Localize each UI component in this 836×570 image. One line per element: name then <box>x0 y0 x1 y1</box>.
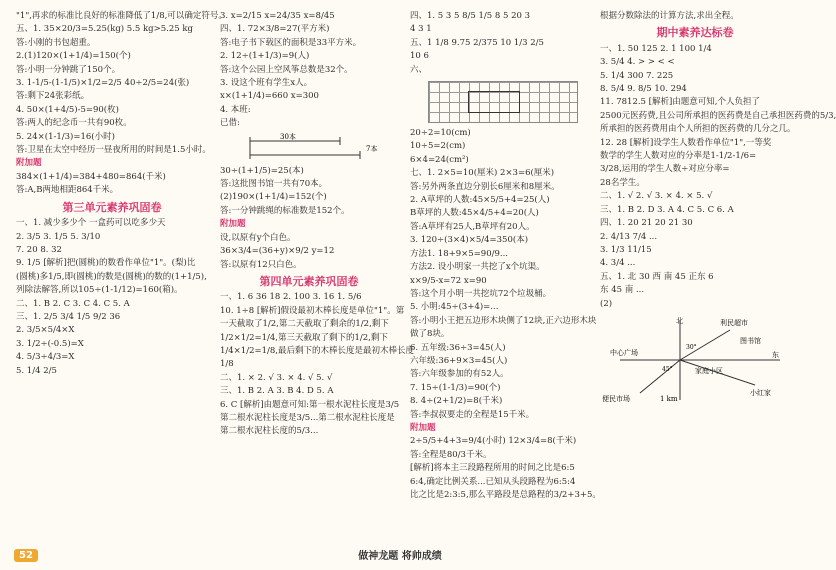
answer-line: 答:六年级参加的有52人。 <box>410 369 509 380</box>
line-segment-diagram <box>220 133 398 163</box>
answer-line: 答:卫星在太空中经历一昼夜所用的时间是1.5小时。 <box>16 145 211 156</box>
bonus-label: 附加题 <box>16 158 42 169</box>
answer-line: 7. 20 8. 32 <box>16 244 62 255</box>
answer-line: 方法1. 18+9×5=90/9... <box>410 248 509 259</box>
answer-line: 2. 4/13 7/4 ... <box>600 231 658 242</box>
direction-map <box>600 315 790 405</box>
answer-line: 9. 1/5 [解析]把(圆桃)的数看作单位"1"。(梨)比 <box>16 258 196 269</box>
answer-line: 4. 3/4 ... <box>600 258 636 269</box>
answer-line: 4. 50×(1+4/5)-5=90(枚) <box>16 104 119 115</box>
answer-line: 答:这个月小明一共挖坑72个垃圾桶。 <box>410 288 552 299</box>
map-label-market: 便民市场 <box>602 394 630 403</box>
answer-line: 设,以原有y个白色。 <box>220 232 296 243</box>
answer-line: 4. 本班: <box>220 104 251 115</box>
answer-line: 3. 5/4 4. > > < < <box>600 57 675 68</box>
answer-line: 20÷2=10(cm) <box>410 128 471 139</box>
column-2 <box>220 10 414 530</box>
answer-line: 2.(1)120×(1+1/4)=150(个) <box>16 51 131 62</box>
answer-line: x×(1+1/4)=660 x=300 <box>220 91 319 102</box>
column-1 <box>16 10 227 530</box>
answer-line: 5. 1/4 2/5 <box>16 365 57 376</box>
map-north-label: 北 <box>676 316 683 325</box>
answer-line: 六、 <box>410 64 428 75</box>
answer-line: 答:这个公园上空风筝总数是32个。 <box>220 64 353 75</box>
answer-line: 36×3/4=(36+y)×9/2 y=12 <box>220 246 335 257</box>
column-4 <box>600 10 836 530</box>
answer-line: 2. 3/5×5/4×X <box>16 325 75 336</box>
answer-line: 一、1. 50 125 2. 1 100 1/4 <box>600 43 712 54</box>
map-label-community: 家庭小区 <box>695 366 723 375</box>
answer-line: 2÷5/5+4+3=9/4(小时) 12×3/4=8(千米) <box>410 436 577 447</box>
grid-figure <box>410 79 590 125</box>
answer-line: 5. 24×(1-1/3)=16(小时) <box>16 131 115 142</box>
answer-line: 答:一分钟跳绳的标准数是152个。 <box>220 205 350 216</box>
answer-line: 答:两人的纪念币一共有90枚。 <box>16 118 132 129</box>
answer-line: 2500元医药费,且公司所承担的医药费是自己承担医药费的5/3, <box>600 110 836 121</box>
answer-line: 5. 1/4 300 7. 225 <box>600 70 674 81</box>
answer-line: 8. 4÷(2+1/2)=8(千米) <box>410 396 503 407</box>
answer-line: 3. 设这个班有学生x人。 <box>220 78 313 89</box>
answer-line: 三、1. 2/5 3/4 1/5 9/2 36 <box>16 311 121 322</box>
map-label-center: 中心广场 <box>610 348 638 357</box>
answer-line: 3. 120÷(3×4)×5/4=350(本) <box>410 235 529 246</box>
answer-line: 10 6 <box>410 51 429 62</box>
map-label-home: 小红家 <box>750 388 771 397</box>
answer-line: 3. 1-1/5-(1-1/5)×1/2=2/5 40÷2/5=24(张) <box>16 78 190 89</box>
section-title: 期中素养达标卷 <box>656 26 734 40</box>
map-angle-b: 45° <box>662 365 673 373</box>
answer-line: B草坪的人数:45×4/5+4=20(人) <box>410 208 539 219</box>
answer-line: 10÷5=2(cm) <box>410 141 466 152</box>
answer-line: 6. 五年级:36÷3=45(人) <box>410 342 506 353</box>
map-east-label: 东 <box>772 350 779 359</box>
answer-line: 答:电子书下载区的面积是33平方米。 <box>220 37 362 48</box>
answer-line: 七、1. 2×5=10(厘米) 2×3=6(厘米) <box>410 168 555 179</box>
answer-line: 答:小明一分钟跳了150个。 <box>16 64 121 75</box>
answer-line: 三、1. B 2. D 3. A 4. C 5. C 6. A <box>600 204 734 215</box>
answer-line: 答:小明小王把五边形木块侧了12块,正六边形木块 <box>410 315 597 326</box>
answer-line: 第二根水泥柱长度的5/3... <box>220 426 319 437</box>
answer-line: "1",再求的标准比良好的标准降低了1/8,可以确定符号。 <box>16 11 227 21</box>
answer-line: 1/2×1/2=1/4,第三天截取了剩下的1/2,剩下 <box>220 332 388 343</box>
answer-line: 数学的学生人数对应的分率是1-1/2-1/6= <box>600 151 757 162</box>
footer-slogan: 做神龙题 将帅成绩 <box>358 551 442 562</box>
answer-line: 2. A草坪的人数:45×5/5+4=25(人) <box>410 195 550 206</box>
answer-line: 四、1. 20 21 20 21 30 <box>600 218 693 229</box>
map-angle-a: 30° <box>686 343 697 351</box>
bonus-label: 附加题 <box>410 422 436 433</box>
answer-line: 四、1. 72×3/8=27(平方米) <box>220 24 330 35</box>
answer-line: 五、1. 北 30 西 南 45 正东 6 <box>600 271 714 282</box>
answer-line: 答:A,B两地相距864千米。 <box>16 185 119 196</box>
answer-line: 2. 12÷(1+1/3)=9(人) <box>220 51 310 62</box>
answer-line: 6:4,确定比例关系...已知从头段路程为6:5:4 <box>410 476 576 487</box>
answer-line: 11. 7812.5 [解析]由题意可知,个人负担了 <box>600 97 760 108</box>
answer-line: 5. 小明:45÷(3+4)=... <box>410 302 499 313</box>
section-title: 第三单元素养巩固卷 <box>62 200 162 214</box>
answer-line: 比之比是2:3:5,那么平路段是总路程的3/2+3+5。 <box>410 490 601 500</box>
answer-line: 答:A草坪有25人,B草坪有20人。 <box>410 221 535 232</box>
answer-line: 二、1. B 2. C 3. C 4. C 5. A <box>16 298 130 309</box>
answer-line: 一、1. 减少多少个 一盒药可以吃多少天 <box>16 218 166 229</box>
answer-line: 28名学生。 <box>600 177 645 188</box>
answer-line: 根据分数除法的计算方法,求出全程。 <box>600 11 739 21</box>
answer-line: 二、1. × 2. √ 3. × 4. √ 5. √ <box>220 372 333 383</box>
answer-line: 五、1. 35×20/3=5.25(kg) 5.5 kg>5.25 kg <box>16 24 193 35</box>
drawn-rectangle <box>468 91 520 113</box>
bar-label-a: 30本 <box>280 132 296 141</box>
answer-line: x×9/5-x=72 x=90 <box>410 275 487 286</box>
answer-line: 二、1. √ 2. √ 3. × 4. × 5. √ <box>600 191 713 202</box>
answer-line: 30÷(1+1/5)=25(本) <box>220 165 304 176</box>
answer-line: 3. 1/2÷(-0.5)=X <box>16 338 84 349</box>
answer-line: 一天截取了1/2,第二天截取了剩余的1/2,剩下 <box>220 319 389 330</box>
answer-line: (2)190×(1+1/4)=152(个) <box>220 192 327 203</box>
answer-line: 方法2. 设小明家一共挖了x个坑渠。 <box>410 262 545 273</box>
bar-label-b: 7本 <box>366 144 378 153</box>
answer-line: 4. 5/3÷4/3=X <box>16 352 75 363</box>
answer-line: 列除法解答,所以105÷(1-1/12)=160(箱)。 <box>16 285 183 296</box>
map-label-library: 图书馆 <box>740 336 761 345</box>
answer-line: 答:以原有12只白色。 <box>220 259 302 270</box>
answer-line: 一、1. 6 36 18 2. 100 3. 16 1. 5/6 <box>220 292 362 303</box>
answer-line: 东 45 南 ... <box>600 285 645 296</box>
answer-line: 6×4=24(cm²) <box>410 154 469 165</box>
answer-line: 10. 1÷8 [解析]假设最初木棒长度是单位"1"。第 <box>220 305 405 316</box>
answer-line: 1/4×1/2=1/8,最后剩下的木棒长度是最初木棒长度 <box>220 345 414 356</box>
answer-line: 答:另外两条直边分别长6厘米和8厘米。 <box>410 181 560 192</box>
answer-line: (2) <box>600 298 613 309</box>
answer-line: [解析]将本主三段路程所用的时间之比是6:5 <box>410 463 575 474</box>
answer-line: 答:这批图书馆一共有70本。 <box>220 179 328 190</box>
answer-line: 四、1. 5 3 5 8/5 1/5 8 5 20 3 <box>410 11 531 21</box>
page-number: 52 <box>14 549 38 562</box>
answer-line: 4 3 1 <box>410 24 432 35</box>
map-label-supermarket: 利民超市 <box>720 318 748 327</box>
answer-line: 6. C [解析]由题意可知:第一根水泥柱长度是3/5 <box>220 399 400 410</box>
answer-line: 答:李叔叔要走的全程是15千米。 <box>410 409 535 420</box>
answer-line: 已借: <box>220 118 240 129</box>
answer-line: 六年级:36+9×3=45(人) <box>410 355 508 366</box>
answer-line: 3/28,运用的学生人数÷对应分率= <box>600 164 730 175</box>
answer-line: 三、1. B 2. A 3. B 4. D 5. A <box>220 386 334 397</box>
section-title: 第四单元素养巩固卷 <box>259 274 359 288</box>
answer-line: 2. 3/5 3. 1/5 5. 3/10 <box>16 231 101 242</box>
answer-line: 12. 28 [解析]设学生人数看作单位"1",一等奖 <box>600 137 772 148</box>
answer-line: 答:剩下24张彩纸。 <box>16 91 90 102</box>
answer-line: 7. 15÷(1-1/3)=90(个) <box>410 382 501 393</box>
answer-line: 3. 1/3 11/15 <box>600 244 652 255</box>
answer-line: 答:小刚的书包超重。 <box>16 37 96 48</box>
answer-line: (圆桃)多1/5,即(圆桃)的数是(圆桃)的数的(1+1/5), <box>16 271 207 282</box>
answer-line: 所承担的医药费用由个人所担的医药费的几分之几。 <box>600 124 796 135</box>
map-scale: 1 km <box>660 394 678 403</box>
bonus-label: 附加题 <box>220 219 246 230</box>
answer-line: 3. x=2/15 x=24/35 x=8/45 <box>220 11 335 21</box>
column-3 <box>410 10 601 530</box>
answer-line: 做了8块。 <box>410 329 450 340</box>
answer-line: 第二根水泥柱长度是3/5...第二根水泥柱长度是 <box>220 412 395 423</box>
answer-line: 答:全程是80/3千米。 <box>410 449 492 460</box>
answer-line: 384×(1+1/4)=384+480=864(千米) <box>16 171 166 182</box>
answer-line: 8. 5/4 9. 8/5 10. 294 <box>600 84 687 95</box>
answer-line: 1/8 <box>220 359 234 370</box>
answer-line: 五、1 1/8 9.75 2/375 10 1/3 2/5 <box>410 37 544 48</box>
